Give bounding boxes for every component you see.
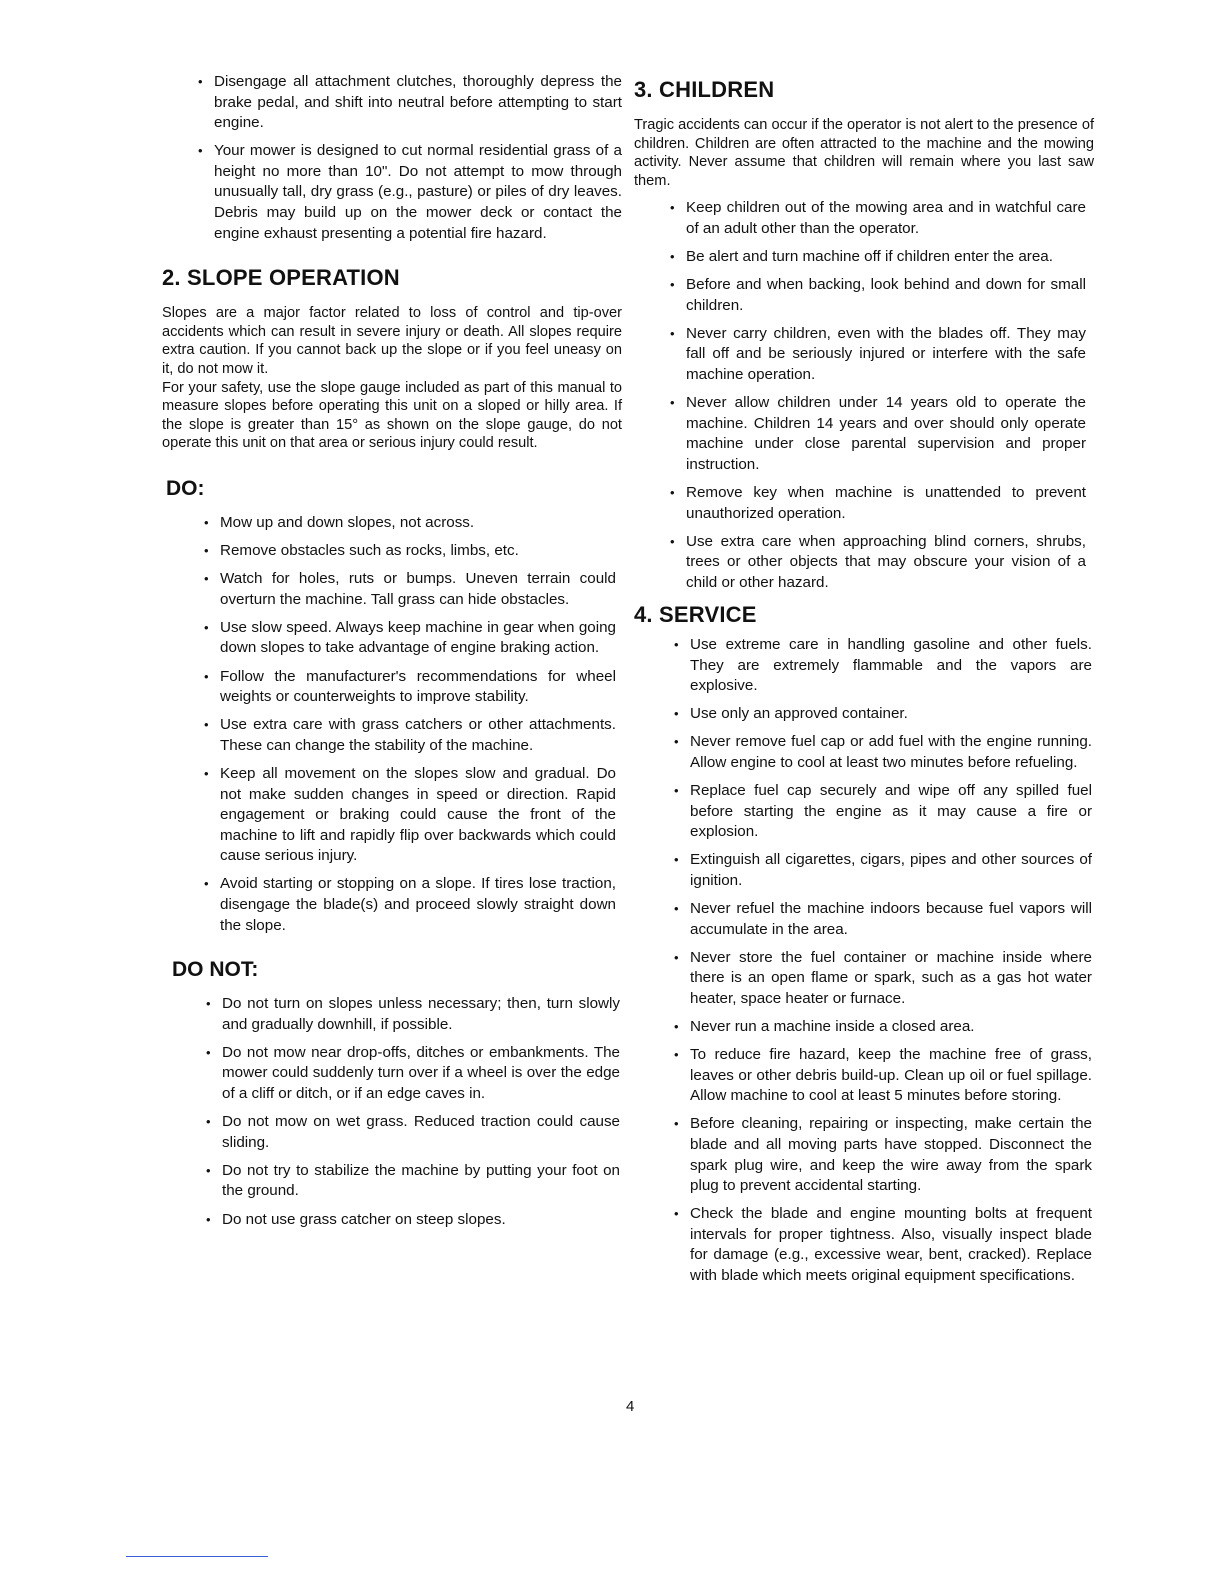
children-intro-paragraph: Tragic accidents can occur if the operator is not alert to the presence of children. Children are often attracted to the machine and the mowing activity. Never assume that children will remain where you last saw them. (634, 117, 1094, 189)
list-item: • Follow the manufacturer's recommendations for wheel weights or counterweights to improve stability. (198, 667, 616, 708)
footer-rule (126, 1556, 268, 1557)
do-heading: DO: (166, 477, 205, 500)
left-column (162, 72, 622, 1238)
page-number: 4 (626, 1398, 635, 1415)
service-heading: 4. SERVICE (634, 601, 757, 627)
do-list (198, 513, 616, 936)
right-column (634, 72, 1094, 1294)
list-item: • Never remove fuel cap or add fuel with the engine running. Allow engine to cool at least two minutes before refueling. (668, 732, 1092, 773)
list-item: • Disengage all attachment clutches, thoroughly depress the brake pedal, and shift into neutral before attempting to start engine. (192, 72, 622, 134)
list-item: • Before cleaning, repairing or inspecting, make certain the blade and all moving parts have stopped. Disconnect the spark plug wire, and keep the wire away from the spark plug to prevent accidental starting. (668, 1114, 1092, 1196)
list-item: • Remove obstacles such as rocks, limbs, etc. (198, 541, 616, 562)
slope-gauge-paragraph: For your safety, use the slope gauge included as part of this manual to measure slopes before operating this unit on a sloped or hilly area. If the slope is greater than 15° as shown on the slope gauge, do not operate this unit on that area or serious injury could result. (162, 379, 622, 452)
list-item: • Check the blade and engine mounting bolts at frequent intervals for proper tightness. Also, visually inspect blade for damage (e.g., excessive wear, bent, cracked). Replace with blade which meets original equipment specifications. (668, 1204, 1092, 1286)
intro-bullet-list (192, 72, 622, 244)
list-item: • Avoid starting or stopping on a slope. If tires lose traction, disengage the blade(s) and proceed slowly straight down the slope. (198, 874, 616, 936)
list-item: • Watch for holes, ruts or bumps. Uneven terrain could overturn the machine. Tall grass can hide obstacles. (198, 569, 616, 610)
children-heading: 3. CHILDREN (634, 77, 775, 102)
list-item: • Use extra care with grass catchers or other attachments. These can change the stability of the machine. (198, 715, 616, 756)
list-item: • Use extra care when approaching blind corners, shrubs, trees or other objects that may obscure your vision of a child or other hazard. (664, 532, 1086, 594)
list-item: • Never carry children, even with the blades off. They may fall off and be seriously injured or interfere with the safe machine operation. (664, 324, 1086, 386)
children-list (664, 198, 1086, 593)
list-item: • Your mower is designed to cut normal residential grass of a height no more than 10". Do not attempt to mow through unusually tall, dry grass (e.g., pasture) or piles of dry leaves. Debris may build up on the mower deck or contact the engine exhaust presenting a potential fire hazard. (192, 141, 622, 244)
list-item: • Use extreme care in handling gasoline and other fuels. They are extremely flammable and the vapors are explosive. (668, 635, 1092, 697)
list-item: • Before and when backing, look behind and down for small children. (664, 275, 1086, 316)
list-item: • To reduce fire hazard, keep the machine free of grass, leaves or other debris build-up. Clean up oil or fuel spillage. Allow machine to cool at least 5 minutes before storing. (668, 1045, 1092, 1107)
list-item: • Do not use grass catcher on steep slopes. (200, 1210, 620, 1231)
slope-intro-paragraph: Slopes are a major factor related to loss of control and tip-over accidents which can result in severe injury or death. All slopes require extra caution. If you cannot back up the slope or if you feel uneasy on it, do not mow it. (162, 305, 622, 378)
service-list (668, 635, 1092, 1287)
list-item: • Be alert and turn machine off if children enter the area. (664, 247, 1086, 268)
do-not-heading: DO NOT: (172, 958, 259, 982)
list-item: • Mow up and down slopes, not across. (198, 513, 616, 534)
list-item: • Remove key when machine is unattended to prevent unauthorized operation. (664, 483, 1086, 524)
list-item: • Never run a machine inside a closed area. (668, 1017, 1092, 1038)
list-item: • Keep children out of the mowing area and in watchful care of an adult other than the operator. (664, 198, 1086, 239)
slope-operation-heading: 2. SLOPE OPERATION (162, 265, 400, 291)
list-item: • Use only an approved container. (668, 704, 1092, 725)
list-item: • Do not mow on wet grass. Reduced traction could cause sliding. (200, 1112, 620, 1153)
list-item: • Never allow children under 14 years old to operate the machine. Children 14 years and over should only operate machine under close parental supervision and proper instruction. (664, 393, 1086, 475)
list-item: • Do not try to stabilize the machine by putting your foot on the ground. (200, 1161, 620, 1202)
list-item: • Never refuel the machine indoors because fuel vapors will accumulate in the area. (668, 899, 1092, 940)
list-item: • Do not mow near drop-offs, ditches or embankments. The mower could suddenly turn over if a wheel is over the edge of a cliff or ditch, or if an edge caves in. (200, 1043, 620, 1105)
list-item: • Never store the fuel container or machine inside where there is an open flame or spark, such as a gas hot water heater, space heater or furnace. (668, 948, 1092, 1010)
list-item: • Replace fuel cap securely and wipe off any spilled fuel before starting the engine as it may cause a fire or explosion. (668, 781, 1092, 843)
list-item: • Keep all movement on the slopes slow and gradual. Do not make sudden changes in speed or direction. Rapid engagement or braking could cause the front of the machine to lift and rapidly flip over backwards which could cause serious injury. (198, 764, 616, 867)
list-item: • Extinguish all cigarettes, cigars, pipes and other sources of ignition. (668, 850, 1092, 891)
list-item: • Use slow speed. Always keep machine in gear when going down slopes to take advantage of engine braking action. (198, 618, 616, 659)
do-not-list (200, 994, 620, 1230)
list-item: • Do not turn on slopes unless necessary; then, turn slowly and gradually downhill, if possible. (200, 994, 620, 1035)
